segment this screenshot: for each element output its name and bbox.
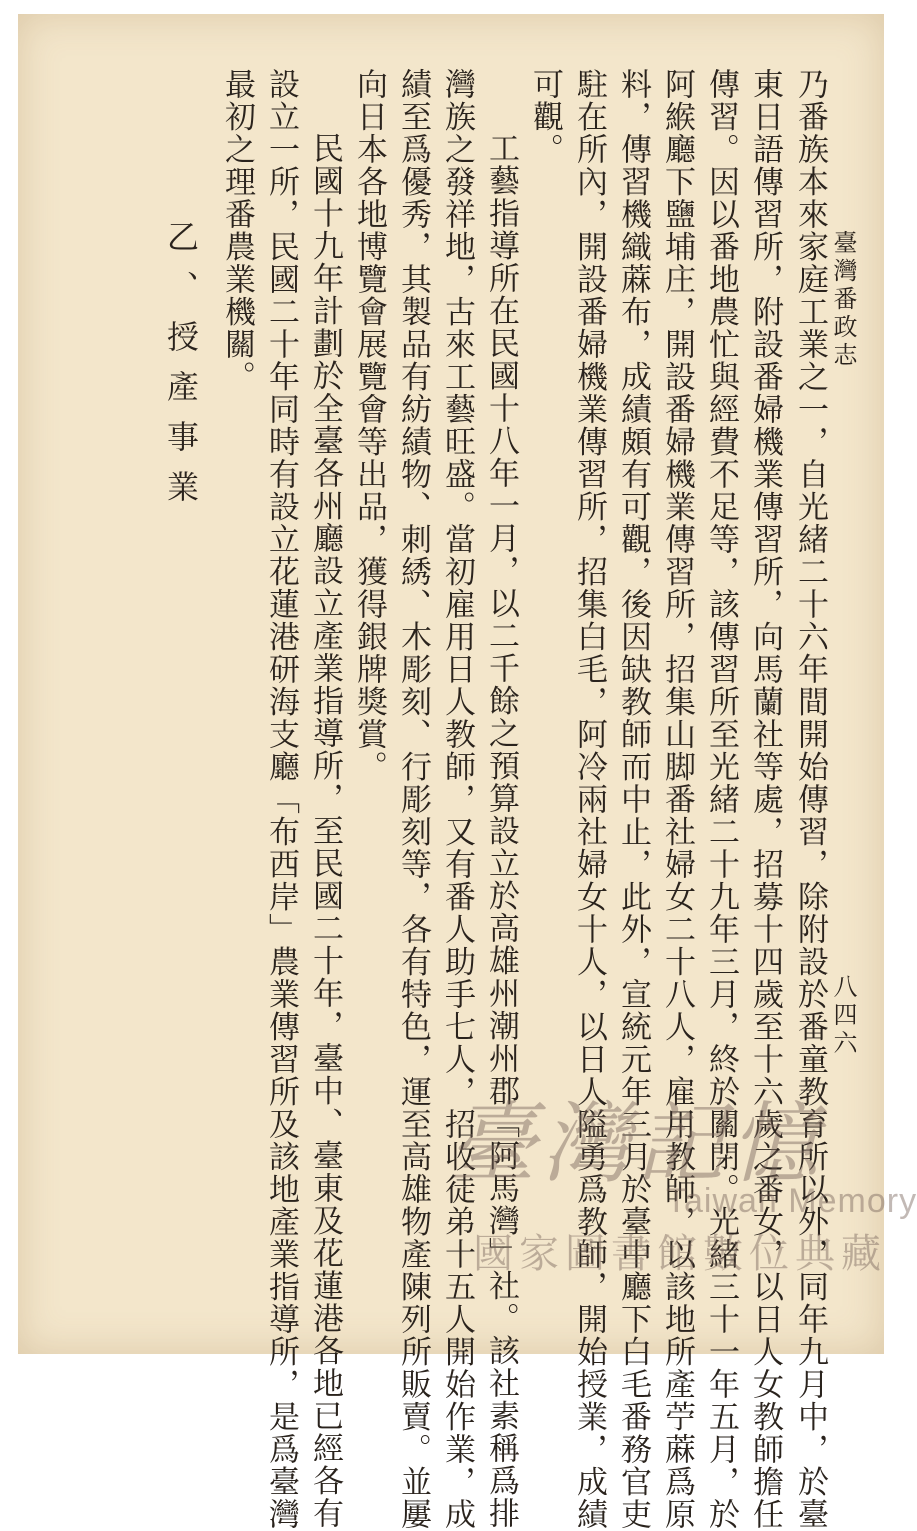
document-page (18, 14, 917, 1531)
text-column: 設立一所，民國二十年同時有設立花蓮港研海支廳「布西岸」農業傳習所及該地產業指導所，是爲臺灣 (263, 68, 299, 1531)
text-column: 東日語傳習所，附設番婦機業傳習所，向馬蘭社等處，招募十四歲至十六歲之番女，以日人女教師擔任 (747, 68, 783, 1531)
text-column: 傳習。因以番地農忙與經費不足等，該傳習所至光緒二十九年三月，終於關閉。光緒三十一年五月，於 (703, 68, 739, 1531)
section-heading: 乙、授產事業 (162, 220, 200, 520)
running-header-title: 臺灣番政志 (829, 230, 857, 370)
watermark-english: Taiwan Memory (666, 1182, 917, 1220)
text-column: 工藝指導所在民國十八年一月，以二千餘之預算設立於高雄州潮州郡「阿馬灣」社。該社素稱爲排 (483, 132, 519, 1530)
text-column: 乃番族本來家庭工業之一，自光緒二十六年間開始傳習，除附設於番童教育所以外，同年九月中，於臺 (792, 68, 828, 1531)
page-number: 八四六 (829, 974, 857, 1058)
text-column: 績至爲優秀，其製品有紡績物、刺綉、木彫刻、行彫刻等，各有特色，運至高雄物產陳列所販賣。並屢 (395, 68, 431, 1531)
text-column: 料，傳習機織蔴布，成績頗有可觀，後因缺教師而中止，此外，宣統元年三月於臺中廳下白毛番務官吏 (615, 68, 651, 1531)
text-column: 向日本各地博覽會展覽會等出品，獲得銀牌獎賞。 (351, 68, 387, 783)
watermark-chinese: 國家圖書館數位典藏 (473, 1231, 887, 1277)
text-column: 可觀。 (527, 68, 563, 166)
text-column: 灣族之發祥地，古來工藝旺盛。當初雇用日人教師，又有番人助手七人，招收徒弟十五人開始作業，成 (439, 68, 475, 1531)
text-column: 最初之理番農業機關。 (219, 68, 255, 393)
text-column: 駐在所內，開設番婦機業傳習所，招集白毛，阿冷兩社婦女十人，以日人隘勇爲教師，開始授業，成績 (571, 68, 607, 1531)
text-column: 民國十九年計劃於全臺各州廳設立產業指導所，至民國二十年，臺中、臺東及花蓮港各地已經各有 (307, 132, 343, 1530)
text-column: 阿緱廳下鹽埔庄，開設番婦機業傳習所，招集山脚番社婦女二十八人，雇用教師，以該地所產苧蔴爲原 (659, 68, 695, 1531)
watermark-logo-text: 臺灣記憶 (448, 1092, 825, 1195)
